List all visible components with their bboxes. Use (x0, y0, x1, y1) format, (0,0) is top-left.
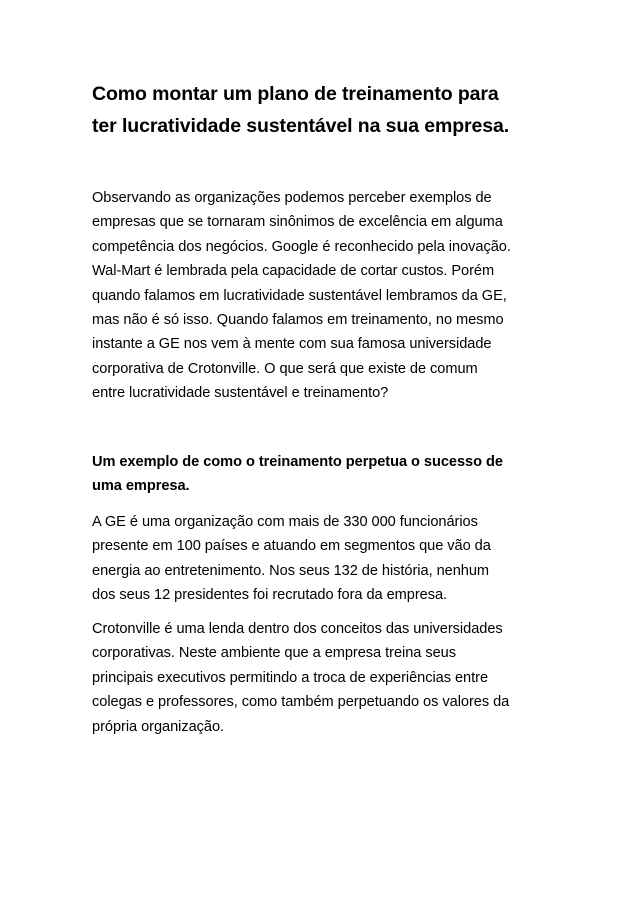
intro-paragraph (92, 186, 554, 406)
section-heading (92, 450, 554, 499)
paragraph-line: mas não é só isso. Quando falamos em treinamento, no mesmo (92, 312, 504, 329)
title-line: ter lucratividade sustentável na sua empresa. (92, 115, 510, 137)
paragraph-line: entre lucratividade sustentável e treinamento? (92, 385, 389, 402)
paragraph-line: corporativas. Neste ambiente que a empresa treina seus (92, 645, 456, 662)
heading-line: Um exemplo de como o treinamento perpetua o sucesso de (92, 454, 503, 470)
paragraph-line: corporativa de Crotonville. O que será que existe de comum (92, 360, 478, 377)
paragraph-line: Wal-Mart é lembrada pela capacidade de cortar custos. Porém (92, 263, 495, 280)
paragraph-line: principais executivos permitindo a troca de experiências entre (92, 669, 489, 686)
paragraph-line: instante a GE nos vem à mente com sua famosa universidade (92, 336, 492, 353)
paragraph-line: quando falamos em lucratividade sustentável lembramos da GE, (92, 287, 507, 304)
paragraph-line: A GE é uma organização com mais de 330 000 funcionários (92, 514, 478, 530)
ge-paragraph (92, 510, 554, 608)
paragraph-line: dos seus 12 presidentes foi recrutado fora da empresa. (92, 587, 448, 604)
paragraph-line: presente em 100 países e atuando em segmentos que vão da (92, 538, 491, 555)
paragraph-line: Crotonville é uma lenda dentro dos conceitos das universidades (92, 621, 503, 637)
crotonville-paragraph (92, 617, 554, 739)
paragraph-line: Observando as organizações podemos perceber exemplos de (92, 190, 492, 206)
paragraph-line: competência dos negócios. Google é reconhecido pela inovação. (92, 238, 511, 255)
document-title (92, 78, 554, 142)
paragraph-line: própria organização. (92, 718, 225, 735)
paragraph-line: empresas que se tornaram sinônimos de excelência em alguma (92, 214, 503, 231)
paragraph-line: colegas e professores, como também perpetuando os valores da (92, 694, 510, 711)
title-line: Como montar um plano de treinamento para (92, 83, 499, 105)
heading-line: uma empresa. (92, 478, 190, 495)
paragraph-line: energia ao entretenimento. Nos seus 132 de história, nenhum (92, 562, 490, 579)
